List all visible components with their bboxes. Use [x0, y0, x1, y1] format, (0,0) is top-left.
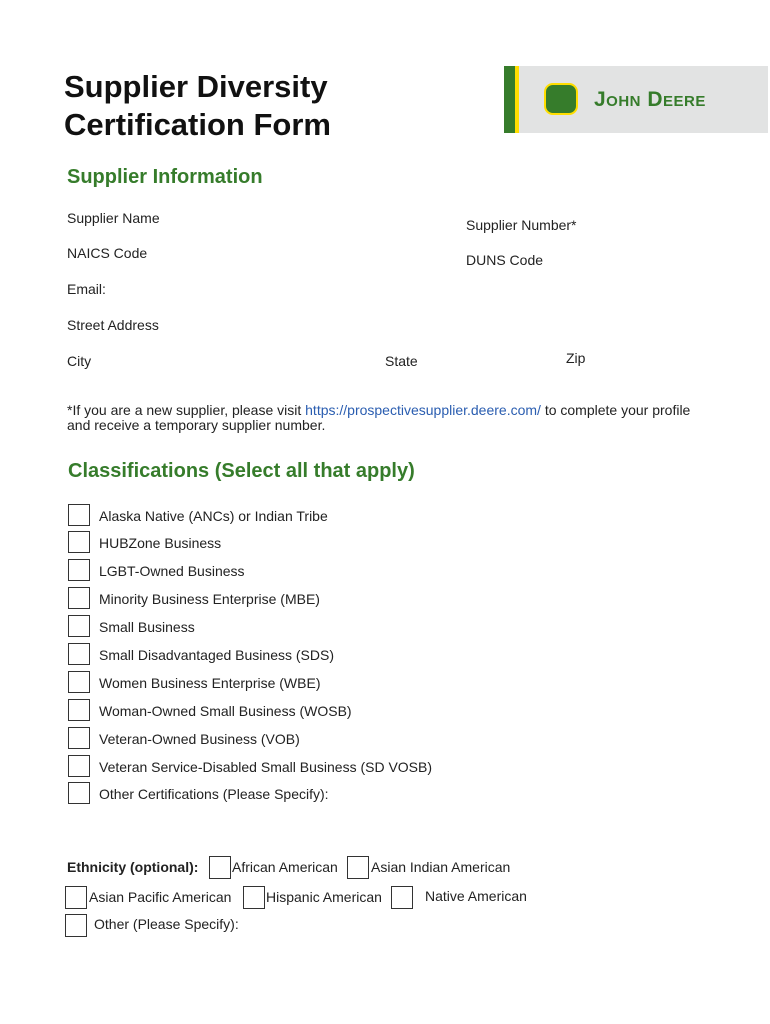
classification-checkbox[interactable]	[68, 671, 90, 693]
duns-code-field[interactable]: DUNS Code	[466, 252, 544, 268]
ethnicity-checkbox[interactable]	[243, 886, 265, 909]
classification-label: Small Disadvantaged Business (SDS)	[99, 647, 334, 663]
ethnicity-checkbox[interactable]	[65, 886, 87, 909]
city-field[interactable]: City	[67, 353, 92, 369]
ethnicity-option-label: Asian Indian American	[371, 859, 511, 875]
ethnicity-option-label: Asian Pacific American	[89, 889, 232, 905]
state-field[interactable]: State	[385, 353, 418, 369]
supplier-name-field[interactable]: Supplier Name	[67, 210, 160, 226]
page-title: Supplier Diversity Certification Form	[64, 69, 331, 142]
classification-label: LGBT-Owned Business	[99, 563, 245, 579]
street-address-field[interactable]: Street Address	[67, 317, 159, 333]
classification-checkbox[interactable]	[68, 615, 90, 637]
classifications-heading: Classifications (Select all that apply)	[68, 460, 415, 482]
classification-label: Woman-Owned Small Business (WOSB)	[99, 703, 352, 719]
email-field[interactable]: Email:	[67, 281, 106, 297]
ethnicity-checkbox[interactable]	[391, 886, 413, 909]
classification-checkbox[interactable]	[68, 531, 90, 553]
supplier-info-heading: Supplier Information	[67, 166, 263, 188]
ethnicity-option-label: Native American	[425, 888, 527, 904]
classification-checkbox[interactable]	[68, 559, 90, 581]
classification-checkbox[interactable]	[68, 727, 90, 749]
ethnicity-checkbox[interactable]	[347, 856, 369, 879]
ethnicity-option-label: Hispanic American	[266, 889, 382, 905]
new-supplier-note: *If you are a new supplier, please visit https://prospectivesupplier.deere.com/ to complete your profile	[67, 402, 691, 418]
ethnicity-option-label: African American	[232, 859, 338, 875]
zip-field[interactable]: Zip	[566, 350, 586, 366]
classification-label: Alaska Native (ANCs) or Indian Tribe	[99, 508, 328, 524]
classification-label: Small Business	[99, 619, 195, 635]
classification-checkbox[interactable]	[68, 504, 90, 526]
classification-checkbox[interactable]	[68, 643, 90, 665]
classification-label: Veteran-Owned Business (VOB)	[99, 731, 300, 747]
ethnicity-checkbox[interactable]	[65, 914, 87, 937]
classification-checkbox[interactable]	[68, 755, 90, 777]
new-supplier-note-line2: and receive a temporary supplier number.	[67, 417, 326, 433]
classification-label: Women Business Enterprise (WBE)	[99, 675, 321, 691]
classification-label: Other Certifications (Please Specify):	[99, 786, 329, 802]
classification-label: Veteran Service-Disabled Small Business (SD VOSB)	[99, 759, 433, 775]
john-deere-logo: John Deere	[504, 66, 768, 133]
classification-checkbox[interactable]	[68, 699, 90, 721]
classification-label: HUBZone Business	[99, 535, 222, 551]
ethnicity-label: Ethnicity (optional):	[67, 859, 199, 875]
classification-label: Minority Business Enterprise (MBE)	[99, 591, 320, 607]
deer-icon	[544, 83, 578, 115]
prospective-supplier-link[interactable]: https://prospectivesupplier.deere.com/	[305, 402, 541, 418]
naics-code-field[interactable]: NAICS Code	[67, 245, 148, 261]
ethnicity-checkbox[interactable]	[209, 856, 231, 879]
supplier-number-field[interactable]: Supplier Number*	[466, 217, 577, 233]
ethnicity-option-label: Other (Please Specify):	[94, 916, 239, 932]
classification-checkbox[interactable]	[68, 587, 90, 609]
classification-checkbox[interactable]	[68, 782, 90, 804]
